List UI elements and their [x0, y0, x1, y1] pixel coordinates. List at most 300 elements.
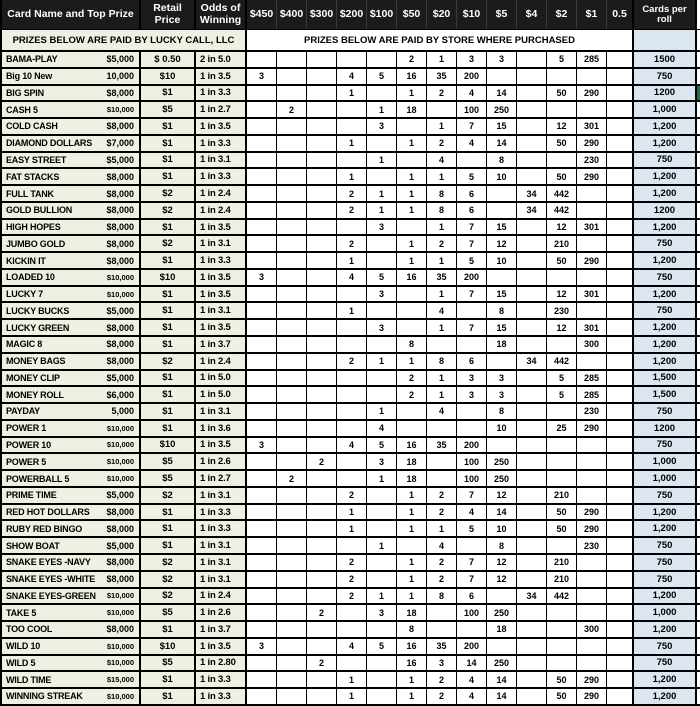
prize-count-cell-0_5[interactable] — [607, 220, 634, 235]
prize-count-cell-200[interactable] — [337, 371, 367, 386]
prize-count-cell-100[interactable]: 5 — [367, 270, 397, 285]
prize-count-cell-2[interactable] — [547, 538, 577, 553]
prize-count-cell-0_5[interactable] — [607, 404, 634, 419]
card-name-cell[interactable] — [2, 689, 141, 704]
prize-count-cell-300[interactable] — [307, 421, 337, 436]
prize-count-cell-10[interactable]: 7 — [457, 220, 487, 235]
retail-price-cell[interactable]: $1 — [141, 538, 196, 553]
prize-count-cell-1[interactable]: 285 — [577, 52, 607, 67]
cards-per-roll-cell[interactable]: 1,000 — [634, 102, 697, 117]
prize-count-cell-400[interactable] — [277, 689, 307, 704]
prize-count-cell-0_5[interactable] — [607, 354, 634, 369]
odds-cell[interactable]: 1 in 3.5 — [196, 119, 247, 134]
prize-count-cell-450[interactable]: 3 — [247, 438, 277, 453]
prize-count-cell-100[interactable] — [367, 371, 397, 386]
prize-count-cell-1[interactable]: 301 — [577, 220, 607, 235]
cards-per-roll-cell[interactable]: 1200 — [634, 86, 697, 101]
prize-count-cell-5[interactable]: 3 — [487, 371, 517, 386]
prize-count-cell-200[interactable] — [337, 656, 367, 671]
prize-count-cell-100[interactable]: 3 — [367, 287, 397, 302]
prize-count-cell-100[interactable]: 1 — [367, 538, 397, 553]
prize-count-cell-50[interactable]: 16 — [397, 639, 427, 654]
prize-count-cell-0_5[interactable] — [607, 555, 634, 570]
prize-count-cell-300[interactable] — [307, 337, 337, 352]
odds-cell[interactable]: 1 in 3.3 — [196, 689, 247, 704]
cards-per-roll-cell[interactable]: 1,200 — [634, 354, 697, 369]
prize-count-cell-300[interactable] — [307, 689, 337, 704]
odds-cell[interactable]: 1 in 3.3 — [196, 169, 247, 184]
prize-count-cell-200[interactable]: 1 — [337, 86, 367, 101]
prize-count-cell-100[interactable] — [367, 303, 397, 318]
prize-count-cell-400[interactable] — [277, 52, 307, 67]
card-name-cell[interactable] — [2, 203, 141, 218]
prize-count-cell-20[interactable] — [427, 622, 457, 637]
prize-count-cell-100[interactable] — [367, 656, 397, 671]
card-name-cell[interactable] — [2, 538, 141, 553]
prize-count-cell-5[interactable]: 14 — [487, 86, 517, 101]
prize-count-cell-1[interactable] — [577, 656, 607, 671]
prize-count-cell-10[interactable]: 5 — [457, 521, 487, 536]
prize-count-cell-0_5[interactable] — [607, 169, 634, 184]
col-header-prize-300[interactable]: $300 — [307, 0, 337, 29]
prize-count-cell-50[interactable]: 1 — [397, 86, 427, 101]
prize-count-cell-10[interactable]: 3 — [457, 387, 487, 402]
prize-count-cell-400[interactable] — [277, 86, 307, 101]
prize-count-cell-4[interactable] — [517, 421, 547, 436]
prize-count-cell-20[interactable]: 35 — [427, 270, 457, 285]
prize-count-cell-300[interactable] — [307, 136, 337, 151]
prize-count-cell-450[interactable] — [247, 102, 277, 117]
prize-count-cell-10[interactable]: 100 — [457, 471, 487, 486]
retail-price-cell[interactable]: $2 — [141, 555, 196, 570]
prize-count-cell-2[interactable]: 210 — [547, 236, 577, 251]
prize-count-cell-100[interactable] — [367, 521, 397, 536]
prize-count-cell-50[interactable] — [397, 538, 427, 553]
prize-count-cell-300[interactable] — [307, 253, 337, 268]
prize-count-cell-100[interactable]: 3 — [367, 320, 397, 335]
prize-count-cell-450[interactable]: 3 — [247, 69, 277, 84]
prize-count-cell-2[interactable] — [547, 656, 577, 671]
prize-count-cell-2[interactable]: 12 — [547, 320, 577, 335]
card-name-cell[interactable] — [2, 69, 141, 84]
prize-count-cell-400[interactable] — [277, 572, 307, 587]
prize-count-cell-450[interactable] — [247, 86, 277, 101]
prize-count-cell-4[interactable] — [517, 86, 547, 101]
prize-count-cell-400[interactable]: 2 — [277, 471, 307, 486]
prize-count-cell-20[interactable]: 2 — [427, 555, 457, 570]
cards-per-roll-cell[interactable]: 1,000 — [634, 454, 697, 469]
prize-count-cell-300[interactable] — [307, 86, 337, 101]
prize-count-cell-200[interactable] — [337, 320, 367, 335]
prize-count-cell-450[interactable]: 3 — [247, 639, 277, 654]
prize-count-cell-20[interactable]: 2 — [427, 136, 457, 151]
prize-count-cell-200[interactable] — [337, 538, 367, 553]
retail-price-cell[interactable]: $1 — [141, 86, 196, 101]
prize-count-cell-5[interactable]: 8 — [487, 404, 517, 419]
prize-count-cell-10[interactable]: 100 — [457, 454, 487, 469]
prize-count-cell-5[interactable]: 250 — [487, 454, 517, 469]
card-name-cell[interactable] — [2, 354, 141, 369]
odds-cell[interactable]: 1 in 3.1 — [196, 488, 247, 503]
cards-per-roll-cell[interactable]: 1,500 — [634, 387, 697, 402]
retail-price-cell[interactable]: $ 0.50 — [141, 52, 196, 67]
prize-count-cell-10[interactable]: 7 — [457, 488, 487, 503]
prize-count-cell-100[interactable] — [367, 689, 397, 704]
card-name-cell[interactable] — [2, 337, 141, 352]
prize-count-cell-20[interactable] — [427, 102, 457, 117]
prize-count-cell-50[interactable]: 18 — [397, 605, 427, 620]
col-header-prize-1[interactable]: $1 — [577, 0, 607, 29]
card-name-cell[interactable] — [2, 270, 141, 285]
odds-cell[interactable]: 1 in 3.3 — [196, 136, 247, 151]
prize-count-cell-1[interactable]: 230 — [577, 153, 607, 168]
prize-count-cell-10[interactable]: 4 — [457, 136, 487, 151]
card-name-cell[interactable] — [2, 52, 141, 67]
prize-count-cell-4[interactable] — [517, 471, 547, 486]
prize-count-cell-100[interactable]: 1 — [367, 102, 397, 117]
prize-count-cell-5[interactable]: 14 — [487, 672, 517, 687]
prize-count-cell-20[interactable]: 4 — [427, 153, 457, 168]
retail-price-cell[interactable]: $2 — [141, 354, 196, 369]
prize-count-cell-200[interactable]: 1 — [337, 672, 367, 687]
prize-count-cell-50[interactable]: 1 — [397, 169, 427, 184]
prize-count-cell-2[interactable]: 50 — [547, 253, 577, 268]
odds-cell[interactable]: 2 in 5.0 — [196, 52, 247, 67]
prize-count-cell-10[interactable]: 4 — [457, 689, 487, 704]
prize-count-cell-2[interactable]: 50 — [547, 521, 577, 536]
prize-count-cell-200[interactable]: 1 — [337, 521, 367, 536]
prize-count-cell-20[interactable]: 1 — [427, 253, 457, 268]
prize-count-cell-400[interactable] — [277, 371, 307, 386]
prize-count-cell-100[interactable] — [367, 622, 397, 637]
card-name-cell[interactable] — [2, 253, 141, 268]
prize-count-cell-50[interactable] — [397, 220, 427, 235]
prize-count-cell-100[interactable] — [367, 488, 397, 503]
cards-per-roll-cell[interactable]: 750 — [634, 639, 697, 654]
prize-count-cell-100[interactable] — [367, 387, 397, 402]
prize-count-cell-400[interactable] — [277, 253, 307, 268]
prize-count-cell-1[interactable]: 290 — [577, 253, 607, 268]
prize-count-cell-5[interactable]: 14 — [487, 505, 517, 520]
cards-per-roll-cell[interactable]: 750 — [634, 270, 697, 285]
prize-count-cell-1[interactable] — [577, 102, 607, 117]
prize-count-cell-50[interactable]: 18 — [397, 471, 427, 486]
cards-per-roll-cell[interactable]: 1,200 — [634, 253, 697, 268]
odds-cell[interactable]: 1 in 5.0 — [196, 371, 247, 386]
prize-count-cell-4[interactable] — [517, 153, 547, 168]
retail-price-cell[interactable]: $1 — [141, 320, 196, 335]
col-header-prize-10[interactable]: $10 — [457, 0, 487, 29]
prize-count-cell-20[interactable] — [427, 605, 457, 620]
prize-count-cell-0_5[interactable] — [607, 622, 634, 637]
prize-count-cell-50[interactable] — [397, 287, 427, 302]
prize-count-cell-200[interactable] — [337, 454, 367, 469]
prize-count-cell-0_5[interactable] — [607, 538, 634, 553]
prize-count-cell-50[interactable]: 1 — [397, 589, 427, 604]
prize-count-cell-100[interactable] — [367, 236, 397, 251]
prize-count-cell-4[interactable]: 34 — [517, 203, 547, 218]
prize-count-cell-5[interactable]: 18 — [487, 337, 517, 352]
prize-count-cell-10[interactable]: 4 — [457, 672, 487, 687]
card-name-cell[interactable] — [2, 119, 141, 134]
prize-count-cell-0_5[interactable] — [607, 639, 634, 654]
odds-cell[interactable]: 1 in 3.6 — [196, 421, 247, 436]
prize-count-cell-20[interactable] — [427, 337, 457, 352]
prize-count-cell-10[interactable]: 4 — [457, 86, 487, 101]
prize-count-cell-2[interactable]: 442 — [547, 354, 577, 369]
prize-count-cell-4[interactable] — [517, 505, 547, 520]
prize-count-cell-50[interactable]: 8 — [397, 622, 427, 637]
prize-count-cell-50[interactable]: 1 — [397, 236, 427, 251]
prize-count-cell-10[interactable]: 6 — [457, 203, 487, 218]
prize-count-cell-300[interactable] — [307, 505, 337, 520]
prize-count-cell-400[interactable] — [277, 488, 307, 503]
prize-count-cell-200[interactable] — [337, 387, 367, 402]
prize-count-cell-450[interactable] — [247, 555, 277, 570]
odds-cell[interactable]: 1 in 2.4 — [196, 203, 247, 218]
prize-count-cell-300[interactable] — [307, 186, 337, 201]
prize-count-cell-1[interactable]: 285 — [577, 387, 607, 402]
prize-count-cell-50[interactable]: 1 — [397, 488, 427, 503]
col-header-retail-price[interactable]: Retail Price — [141, 0, 196, 29]
prize-count-cell-400[interactable] — [277, 169, 307, 184]
odds-cell[interactable]: 1 in 3.5 — [196, 639, 247, 654]
card-name-cell[interactable] — [2, 303, 141, 318]
prize-count-cell-0_5[interactable] — [607, 438, 634, 453]
prize-count-cell-200[interactable] — [337, 52, 367, 67]
retail-price-cell[interactable]: $1 — [141, 505, 196, 520]
prize-count-cell-400[interactable] — [277, 153, 307, 168]
prize-count-cell-300[interactable] — [307, 387, 337, 402]
prize-count-cell-100[interactable] — [367, 86, 397, 101]
prize-count-cell-4[interactable] — [517, 270, 547, 285]
prize-count-cell-20[interactable]: 2 — [427, 236, 457, 251]
retail-price-cell[interactable]: $1 — [141, 387, 196, 402]
card-name-cell[interactable] — [2, 605, 141, 620]
prize-count-cell-50[interactable]: 1 — [397, 572, 427, 587]
prize-count-cell-300[interactable] — [307, 572, 337, 587]
prize-count-cell-5[interactable]: 10 — [487, 521, 517, 536]
prize-count-cell-400[interactable] — [277, 203, 307, 218]
prize-count-cell-10[interactable] — [457, 337, 487, 352]
cards-per-roll-cell[interactable]: 1200 — [634, 421, 697, 436]
prize-count-cell-400[interactable] — [277, 555, 307, 570]
card-name-cell[interactable] — [2, 86, 141, 101]
prize-count-cell-4[interactable] — [517, 488, 547, 503]
prize-count-cell-5[interactable]: 15 — [487, 119, 517, 134]
cards-per-roll-cell[interactable]: 750 — [634, 555, 697, 570]
prize-count-cell-50[interactable]: 8 — [397, 337, 427, 352]
prize-count-cell-400[interactable] — [277, 236, 307, 251]
retail-price-cell[interactable]: $1 — [141, 622, 196, 637]
prize-count-cell-1[interactable] — [577, 572, 607, 587]
prize-count-cell-400[interactable] — [277, 589, 307, 604]
prize-count-cell-4[interactable] — [517, 337, 547, 352]
retail-price-cell[interactable]: $2 — [141, 203, 196, 218]
odds-cell[interactable]: 1 in 3.3 — [196, 253, 247, 268]
prize-count-cell-200[interactable]: 1 — [337, 505, 367, 520]
card-name-cell[interactable] — [2, 153, 141, 168]
prize-count-cell-1[interactable]: 290 — [577, 521, 607, 536]
prize-count-cell-2[interactable] — [547, 337, 577, 352]
prize-count-cell-450[interactable] — [247, 371, 277, 386]
prize-count-cell-4[interactable] — [517, 220, 547, 235]
prize-count-cell-10[interactable] — [457, 538, 487, 553]
prize-count-cell-10[interactable]: 6 — [457, 354, 487, 369]
prize-count-cell-450[interactable] — [247, 203, 277, 218]
retail-price-cell[interactable]: $5 — [141, 102, 196, 117]
prize-count-cell-4[interactable] — [517, 404, 547, 419]
prize-count-cell-400[interactable] — [277, 220, 307, 235]
prize-count-cell-2[interactable] — [547, 69, 577, 84]
prize-count-cell-1[interactable]: 290 — [577, 86, 607, 101]
prize-count-cell-0_5[interactable] — [607, 421, 634, 436]
retail-price-cell[interactable]: $2 — [141, 589, 196, 604]
prize-count-cell-20[interactable]: 4 — [427, 538, 457, 553]
prize-count-cell-5[interactable] — [487, 354, 517, 369]
prize-count-cell-2[interactable]: 210 — [547, 555, 577, 570]
cards-per-roll-cell[interactable]: 1,200 — [634, 689, 697, 704]
prize-count-cell-4[interactable] — [517, 387, 547, 402]
prize-count-cell-2[interactable] — [547, 438, 577, 453]
prize-count-cell-200[interactable]: 4 — [337, 438, 367, 453]
prize-count-cell-200[interactable]: 2 — [337, 203, 367, 218]
prize-count-cell-20[interactable]: 1 — [427, 521, 457, 536]
retail-price-cell[interactable]: $1 — [141, 672, 196, 687]
card-name-cell[interactable] — [2, 387, 141, 402]
prize-count-cell-50[interactable]: 16 — [397, 270, 427, 285]
prize-count-cell-1[interactable] — [577, 605, 607, 620]
odds-cell[interactable]: 1 in 3.5 — [196, 69, 247, 84]
prize-count-cell-2[interactable]: 210 — [547, 572, 577, 587]
prize-count-cell-450[interactable] — [247, 119, 277, 134]
prize-count-cell-5[interactable]: 250 — [487, 605, 517, 620]
prize-count-cell-0_5[interactable] — [607, 253, 634, 268]
prize-count-cell-1[interactable] — [577, 488, 607, 503]
prize-count-cell-5[interactable]: 250 — [487, 471, 517, 486]
cards-per-roll-cell[interactable]: 1,200 — [634, 119, 697, 134]
prize-count-cell-5[interactable]: 15 — [487, 320, 517, 335]
prize-count-cell-200[interactable] — [337, 337, 367, 352]
prize-count-cell-300[interactable] — [307, 438, 337, 453]
cards-per-roll-cell[interactable]: 1,000 — [634, 471, 697, 486]
prize-count-cell-200[interactable]: 2 — [337, 186, 367, 201]
prize-count-cell-4[interactable] — [517, 555, 547, 570]
cards-per-roll-cell[interactable]: 1,200 — [634, 287, 697, 302]
prize-count-cell-4[interactable] — [517, 69, 547, 84]
prize-count-cell-200[interactable] — [337, 287, 367, 302]
prize-count-cell-0_5[interactable] — [607, 52, 634, 67]
prize-count-cell-2[interactable] — [547, 639, 577, 654]
retail-price-cell[interactable]: $1 — [141, 421, 196, 436]
retail-price-cell[interactable]: $1 — [141, 521, 196, 536]
prize-count-cell-0_5[interactable] — [607, 488, 634, 503]
prize-count-cell-10[interactable] — [457, 303, 487, 318]
prize-count-cell-300[interactable] — [307, 622, 337, 637]
prize-count-cell-2[interactable]: 5 — [547, 387, 577, 402]
prize-count-cell-4[interactable] — [517, 622, 547, 637]
prize-count-cell-1[interactable] — [577, 270, 607, 285]
odds-cell[interactable]: 1 in 3.5 — [196, 287, 247, 302]
prize-count-cell-400[interactable] — [277, 119, 307, 134]
prize-count-cell-4[interactable] — [517, 656, 547, 671]
prize-count-cell-200[interactable] — [337, 153, 367, 168]
prize-count-cell-1[interactable] — [577, 303, 607, 318]
prize-count-cell-2[interactable]: 50 — [547, 689, 577, 704]
odds-cell[interactable]: 1 in 3.3 — [196, 505, 247, 520]
prize-count-cell-450[interactable] — [247, 538, 277, 553]
prize-count-cell-0_5[interactable] — [607, 371, 634, 386]
prize-count-cell-100[interactable] — [367, 555, 397, 570]
prize-count-cell-1[interactable]: 301 — [577, 320, 607, 335]
prize-count-cell-450[interactable] — [247, 186, 277, 201]
prize-count-cell-300[interactable] — [307, 236, 337, 251]
odds-cell[interactable]: 1 in 2.7 — [196, 471, 247, 486]
col-header-odds[interactable]: Odds of Winning — [196, 0, 247, 29]
prize-count-cell-450[interactable] — [247, 337, 277, 352]
prize-count-cell-0_5[interactable] — [607, 387, 634, 402]
prize-count-cell-5[interactable]: 8 — [487, 153, 517, 168]
cards-per-roll-cell[interactable]: 750 — [634, 236, 697, 251]
prize-count-cell-400[interactable] — [277, 622, 307, 637]
prize-count-cell-400[interactable] — [277, 270, 307, 285]
prize-count-cell-0_5[interactable] — [607, 471, 634, 486]
prize-count-cell-400[interactable] — [277, 404, 307, 419]
prize-count-cell-300[interactable] — [307, 521, 337, 536]
prize-count-cell-2[interactable]: 25 — [547, 421, 577, 436]
prize-count-cell-50[interactable] — [397, 404, 427, 419]
prize-count-cell-20[interactable]: 4 — [427, 404, 457, 419]
prize-count-cell-4[interactable] — [517, 605, 547, 620]
prize-count-cell-200[interactable]: 2 — [337, 488, 367, 503]
prize-count-cell-5[interactable]: 15 — [487, 220, 517, 235]
odds-cell[interactable]: 1 in 3.3 — [196, 521, 247, 536]
prize-count-cell-4[interactable] — [517, 320, 547, 335]
prize-count-cell-300[interactable] — [307, 538, 337, 553]
prize-count-cell-20[interactable]: 1 — [427, 119, 457, 134]
prize-count-cell-450[interactable] — [247, 672, 277, 687]
prize-count-cell-200[interactable]: 1 — [337, 253, 367, 268]
prize-count-cell-5[interactable]: 12 — [487, 236, 517, 251]
prize-count-cell-2[interactable]: 230 — [547, 303, 577, 318]
retail-price-cell[interactable]: $1 — [141, 404, 196, 419]
prize-count-cell-1[interactable]: 300 — [577, 622, 607, 637]
prize-count-cell-10[interactable]: 3 — [457, 52, 487, 67]
prize-count-cell-100[interactable]: 5 — [367, 69, 397, 84]
prize-count-cell-50[interactable]: 1 — [397, 136, 427, 151]
col-header-prize-0_5[interactable]: 0.5 — [607, 0, 634, 29]
prize-count-cell-50[interactable]: 2 — [397, 387, 427, 402]
prize-count-cell-450[interactable] — [247, 505, 277, 520]
card-name-cell[interactable] — [2, 371, 141, 386]
prize-count-cell-5[interactable] — [487, 186, 517, 201]
prize-count-cell-450[interactable] — [247, 236, 277, 251]
prize-count-cell-2[interactable]: 442 — [547, 203, 577, 218]
cards-per-roll-cell[interactable]: 750 — [634, 404, 697, 419]
prize-count-cell-50[interactable]: 1 — [397, 672, 427, 687]
prize-count-cell-200[interactable] — [337, 622, 367, 637]
cards-per-roll-cell[interactable]: 750 — [634, 69, 697, 84]
prize-count-cell-200[interactable]: 2 — [337, 572, 367, 587]
prize-count-cell-300[interactable] — [307, 471, 337, 486]
prize-count-cell-4[interactable] — [517, 538, 547, 553]
prize-count-cell-450[interactable] — [247, 689, 277, 704]
prize-count-cell-50[interactable] — [397, 153, 427, 168]
prize-count-cell-10[interactable] — [457, 404, 487, 419]
prize-count-cell-5[interactable]: 18 — [487, 622, 517, 637]
prize-count-cell-0_5[interactable] — [607, 236, 634, 251]
prize-count-cell-4[interactable] — [517, 287, 547, 302]
